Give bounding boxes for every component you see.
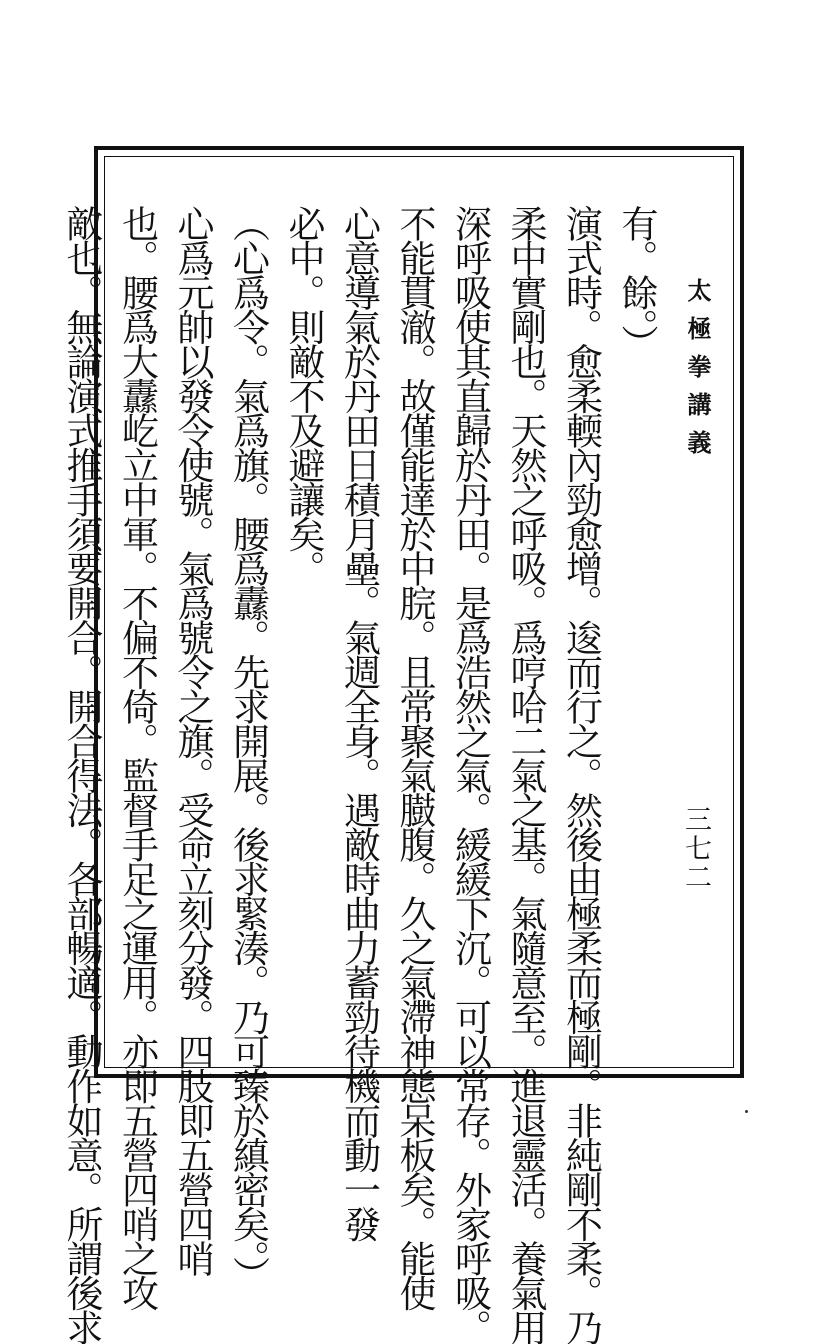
text-column-4: 深呼吸使其直歸於丹田。是爲浩然之氣。緩緩下沉。可以常存。外家呼吸。	[448, 205, 492, 1344]
text-column-1: 有。餘。）	[615, 205, 658, 359]
text-column-2: 演式時。愈柔輭內勁愈增。逡而行之。然後由極柔而極剛。非純剛不柔。乃	[559, 205, 603, 1344]
margin-speck	[745, 1110, 748, 1113]
text-column-6: 心意導氣於丹田日積月壘。氣週全身。遇敵時曲力蓄勁待機而動一發	[337, 205, 381, 1240]
text-column-8: （心爲令。氣爲旗。腰爲纛。先求開展。後求緊湊。乃可臻於縝密矣。）	[226, 205, 270, 1291]
text-column-10: 也。腰爲大纛屹立中軍。不偏不倚。監督手足之運用。亦即五營四哨之攻	[115, 205, 159, 1309]
running-header-title: 太極拳講義	[683, 278, 712, 468]
text-column-9: 心爲元帥以發令使號。氣爲號令之旗。受命立刻分發。四肢即五營四哨	[171, 205, 214, 1275]
text-column-7: 必中。則敵不及避讓矣。	[282, 205, 325, 585]
text-column-3: 柔中實剛也。天然之呼吸。爲哼哈二氣之基。氣隨意至。進退靈活。養氣用	[504, 205, 547, 1344]
text-column-11: 敵也。無論演式推手須要開合。開合得法。各部暢適。動作如意。所謂後求	[60, 205, 103, 1344]
body-text	[60, 205, 664, 1344]
text-column-5: 不能貫澈。故僅能達於中脘。且常聚氣臌腹。久之氣滯神態呆板矣。能使	[393, 205, 436, 1309]
page-number: 三七二	[680, 805, 711, 892]
